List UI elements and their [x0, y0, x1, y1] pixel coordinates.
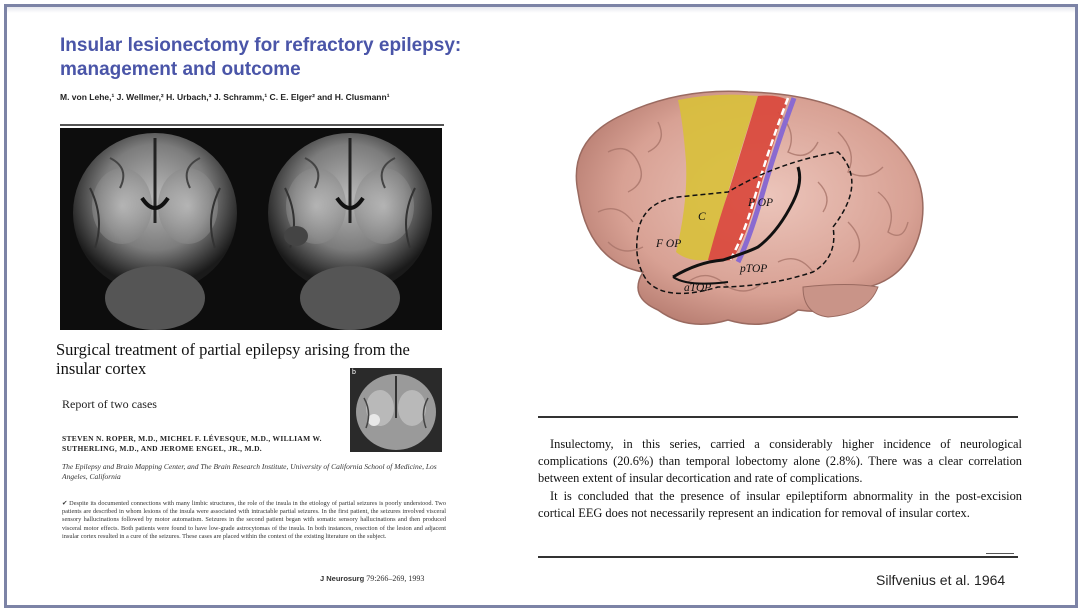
divider [60, 124, 444, 126]
inset-label: b [352, 369, 356, 376]
mri-inset-image [350, 368, 442, 452]
quote-paragraph-2: It is concluded that the presence of insular epileptiform abnormality in the post-excision cortical EEG does not necessarily represent an indication for removal of insular cortex. [538, 488, 1022, 520]
citation: Silfvenius et al. 1964 [876, 572, 1006, 588]
quote-paragraph-1: Insulectomy, in this series, carried a considerably higher incidence of neurological complications (20.6%) than temporal lobectomy alone (2.8%). There was a clear correlation between extent of insular decortication and rate of complications. [538, 437, 1022, 486]
quote-mark [986, 553, 1014, 554]
label-ptop: pTOP [740, 263, 768, 275]
label-fop: F OP [656, 238, 682, 250]
journal-volume: 79:266–269, 1993 [364, 574, 425, 583]
quote-block [538, 436, 1022, 522]
second-paper-subtitle: Report of two cases [62, 397, 157, 411]
paper-title: Insular lesionectomy for refractory epilepsy: management and outcome [60, 35, 462, 80]
second-paper-abstract: ✔ Despite its documented connections with many limbic structures, the role of the insula in the etiology of partial seizures is poorly understood. Two patients are described in whom lesions of the insula were associated with intractable partial seizures. In the first patient, the seizures involved visceral sensory hallucinations followed by motor automatism. Seizures in the second patient began with somatic sensory hallucinations and then produced visceral motor effects. Both patients were found to have low-grade astrocytomas of the insula. In both instances, resection of the lesion and adjacent insular cortex resulted in a cure of the seizures. These cases are placed within the context of the existing literature on the subject. [62, 500, 446, 540]
quote-top-rule [538, 416, 1018, 418]
brain-lateral-illustration [548, 82, 934, 340]
journal-name: J Neurosurg [320, 574, 365, 583]
label-c: C [698, 211, 706, 223]
second-paper-title: Surgical treatment of partial epilepsy arising from the insular cortex [56, 340, 410, 378]
second-paper-affiliation: The Epilepsy and Brain Mapping Center, and The Brain Research Institute, University of California School of Medicine, Los Angeles, California [62, 462, 437, 481]
journal-reference [320, 574, 424, 583]
second-paper-authors: STEVEN N. ROPER, M.D., MICHEL F. LÉVESQUE, M.D., WILLIAM W. SUTHERLING, M.D., AND JEROME ENGEL, JR., M.D. [62, 434, 322, 453]
label-atop: aTOP [684, 282, 712, 294]
label-pop: P OP [748, 197, 774, 209]
paper-authors: M. von Lehe,¹ J. Wellmer,² H. Urbach,³ J. Schramm,¹ C. E. Elger² and H. Clusmann¹ [60, 92, 390, 102]
mri-coronal-images [60, 128, 442, 330]
quote-bottom-rule [538, 556, 1018, 558]
